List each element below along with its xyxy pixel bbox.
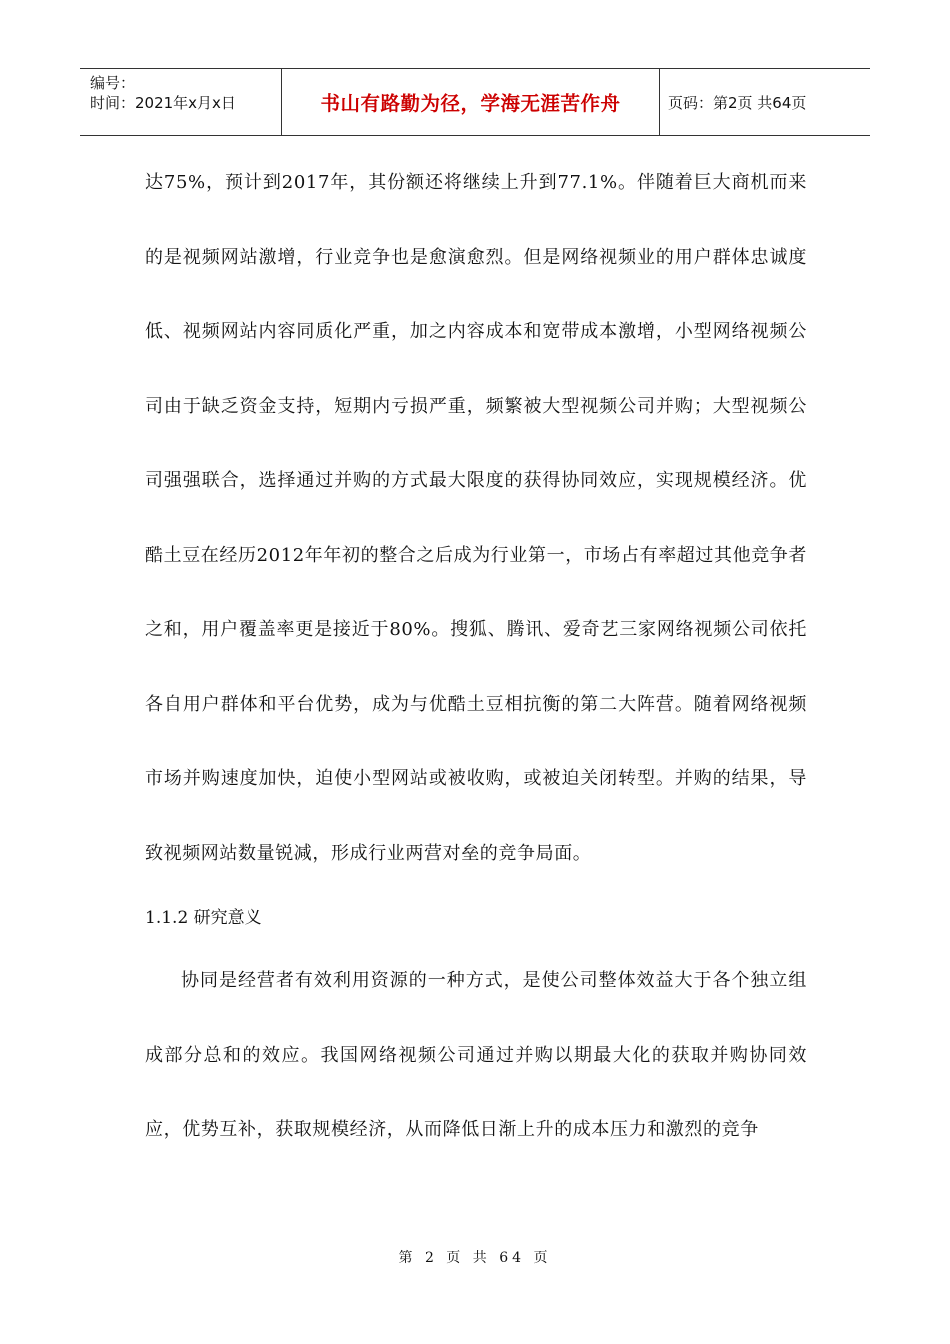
- page-info-text: 页码：第2页 共64页: [668, 93, 807, 112]
- header-motto-cell: [282, 69, 660, 135]
- body-paragraph-2: 协同是经营者有效利用资源的一种方式，是使公司整体效益大于各个独立组成部分总和的效应。我国网络视频公司通过并购以期最大化的获取并购协同效应，优势互补，获取规模经济，从而降低日渐上升的成本压力和激烈的竞争: [145, 970, 807, 1140]
- header-page-info: [660, 69, 870, 135]
- section-heading: 1.1.2 研究意义: [145, 908, 262, 928]
- header-motto: 书山有路勤为径，学海无涯苦作舟: [320, 92, 621, 115]
- serial-label: 编号：: [90, 74, 136, 92]
- body-paragraph-1: 达75%，预计到2017年，其份额还将继续上升到77.1%。伴随着巨大商机而来的是视频网站激增，行业竞争也是愈演愈烈。但是网络视频业的用户群体忠诚度低、视频网站内容同质化严重，加之内容成本和宽带成本激增，小型网络视频公司由于缺乏资金支持，短期内亏损严重，频繁被大型视频公司并购；大型视频公司强强联合，选择通过并购的方式最大限度的获得协同效应，实现规模经济。优酷土豆在经历2012年年初的整合之后成为行业第一，市场占有率超过其他竞争者之和，用户覆盖率更是接近于80%。搜狐、腾讯、爱奇艺三家网络视频公司依托各自用户群体和平台优势，成为与优酷土豆相抗衡的第二大阵营。随着网络视频市场并购速度加快，迫使小型网站或被收购，或被迫关闭转型。并购的结果，导致视频网站数量锐减，形成行业两营对垒的竞争局面。: [145, 172, 808, 864]
- page-header: [80, 68, 870, 136]
- header-meta: [80, 69, 282, 135]
- page-footer: 第 2 页 共 64 页: [398, 1250, 552, 1266]
- time-label: 时间：2021年x月x日: [90, 94, 236, 112]
